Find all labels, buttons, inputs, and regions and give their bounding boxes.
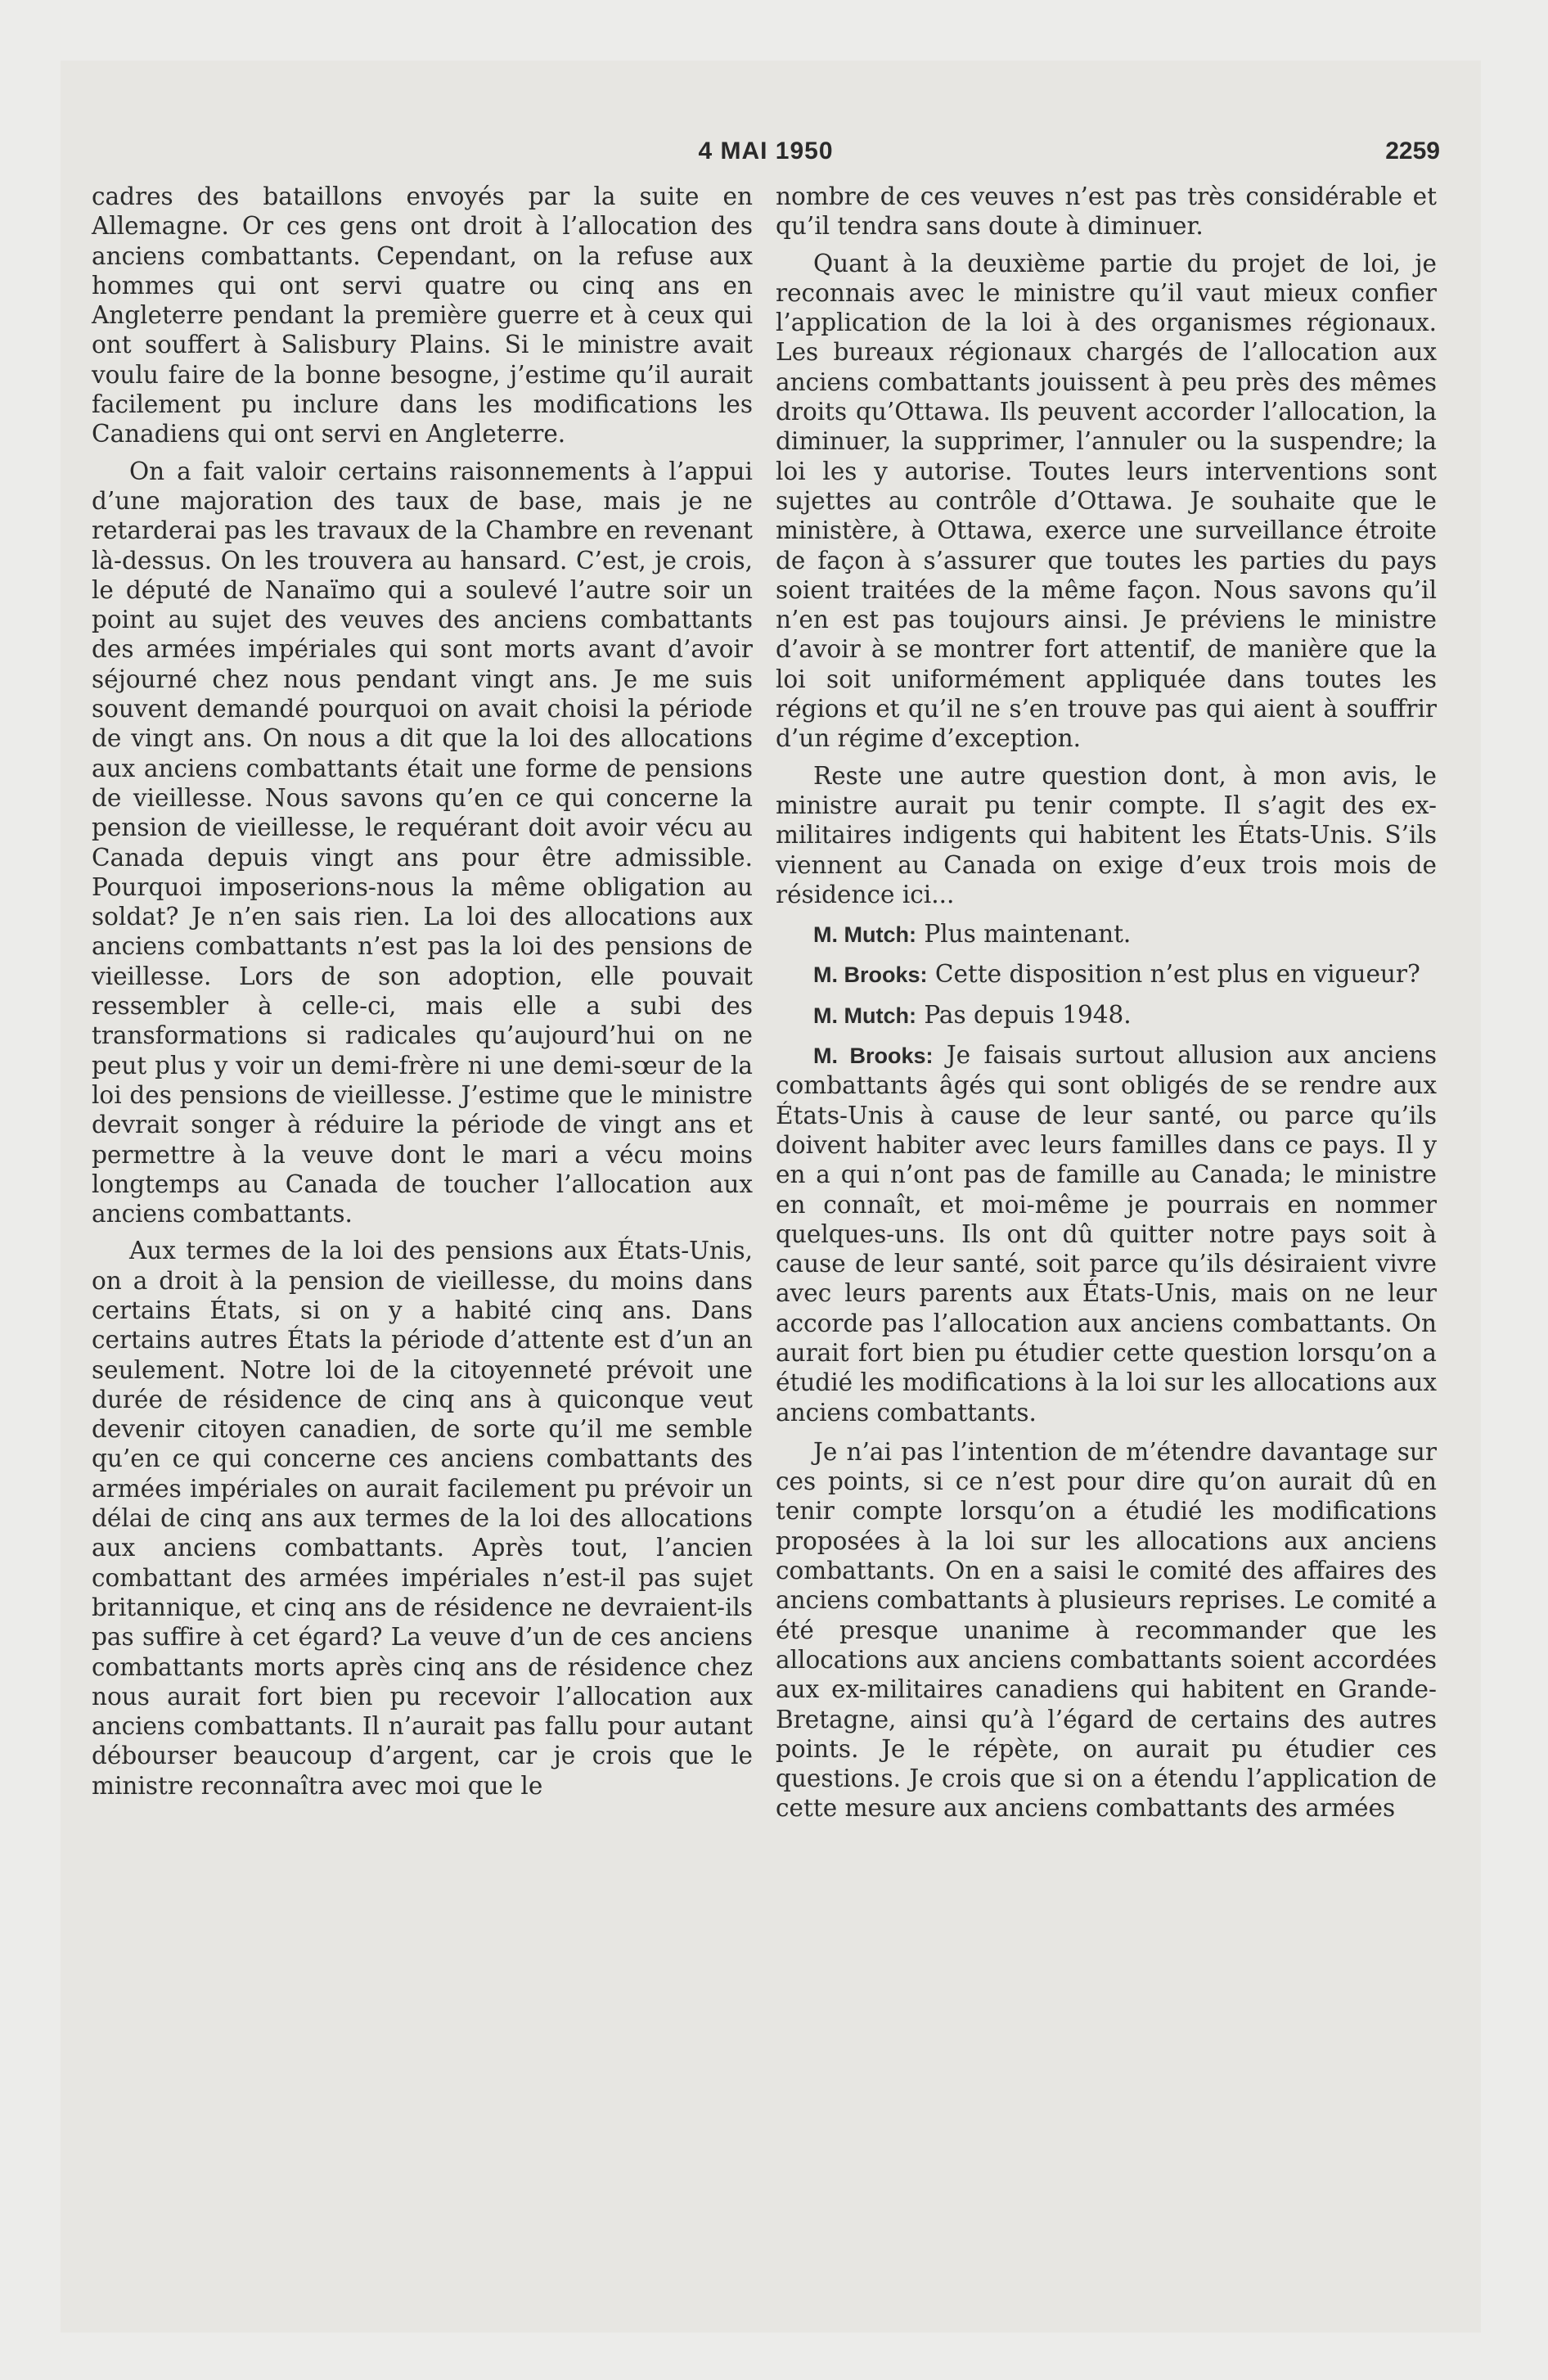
speech-text: Plus maintenant. [924, 920, 1132, 949]
paragraph: nombre de ces veuves n’est pas très considérable et qu’il tendra sans doute à diminuer. [776, 183, 1437, 241]
page-date: 4 MAI 1950 [698, 137, 834, 165]
left-column [92, 182, 753, 1808]
speech-entry [776, 1000, 1437, 1030]
page-number: 2259 [1385, 137, 1440, 165]
speaker-name: M. Mutch: [813, 922, 916, 948]
paragraph: Quant à la deuxième partie du projet de loi, je reconnais avec le ministre qu’il vaut mieux confier l’application de la loi à des organismes régionaux. Les bureaux régionaux chargés de l’allocation aux anciens combattants jouissent à peu près des mêmes droits qu’Ottawa. Ils peuvent accorder l’allocation, la diminuer, la supprimer, l’annuler ou la suspendre; la loi les y autorise. Toutes leurs interventions sont sujettes au contrôle d’Ottawa. Je souhaite que le ministère, à Ottawa, exerce une surveillance étroite de façon à s’assurer que toutes les parties du pays soient traitées de la même façon. Nous savons qu’il n’en est pas toujours ainsi. Je préviens le ministre d’avoir à se montrer fort attentif, de manière que la loi soit uniformément appliquée dans toutes les régions et qu’il ne s’en trouve pas qui aient à souffrir d’un régime d’exception. [776, 249, 1437, 753]
page-header [92, 137, 1440, 174]
speech-text: Je faisais surtout allusion aux anciens combattants âgés qui sont obligés de se rendre aux États-Unis à cause de leur santé, ou parce qu’ils doivent habiter avec leurs familles dans ce pays. Il y en a qui n’ont pas de famille au Canada; le ministre en connaît, et moi-même je pourrais en nommer quelques-uns. Ils ont dû quitter notre pays soit à cause de leur santé, soit parce qu’ils désiraient vivre avec leurs parents aux États-Unis, mais on ne leur accorde pas l’allocation aux anciens combattants. On aurait fort bien pu étudier cette question lorsqu’on a étudié les modifications à la loi sur les allocations aux anciens combattants. [776, 1041, 1437, 1427]
speaker-name: M. Brooks: [813, 1044, 934, 1069]
speech-entry [776, 919, 1437, 949]
speech-text: Cette disposition n’est plus en vigueur? [934, 960, 1420, 989]
speech-entry [776, 1040, 1437, 1427]
paragraph: Je n’ai pas l’intention de m’étendre davantage sur ces points, si ce n’est pour dire qu’on aurait dû en tenir compte lorsqu’on a étudié les modifications proposées à la loi sur les allocations aux anciens combattants. On en a saisi le comité des affaires des anciens combattants à plusieurs reprises. Le comité a été presque unanime à recommander que les allocations aux anciens combattants soient accordées aux ex-militaires canadiens qui habitent en Grande-Bretagne, ainsi qu’à l’égard de certains des autres points. Je le répète, on aurait pu étudier ces questions. Je crois que si on a étendu l’application de cette mesure aux anciens combattants des armées [776, 1437, 1437, 1823]
paragraph: Aux termes de la loi des pensions aux États-Unis, on a droit à la pension de vieillesse, du moins dans certains États, si on y a habité cinq ans. Dans certains autres États la période d’attente est d’un an seulement. Notre loi de la citoyenneté prévoit une durée de résidence de cinq ans à quiconque veut devenir citoyen canadien, de sorte qu’il me semble qu’en ce qui concerne ces anciens combattants des armées impériales on aurait facilement pu prévoir un délai de cinq ans aux termes de la loi des allocations aux anciens combattants. Après tout, l’ancien combattant des armées impériales n’est-il pas sujet britannique, et cinq ans de résidence ne devraient-ils pas suffire à cet égard? La veuve d’un de ces anciens combattants morts après cinq ans de résidence chez nous aurait fort bien pu recevoir l’allocation aux anciens combattants. Il n’aurait pas fallu pour autant débourser beaucoup d’argent, car je crois que le ministre reconnaîtra avec moi que le [92, 1237, 753, 1800]
speaker-name: M. Brooks: [813, 962, 928, 988]
paragraph: On a fait valoir certains raisonnements à l’appui d’une majoration des taux de base, mais je ne retarderai pas les travaux de la Chambre en revenant là-dessus. On les trouvera au hansard. C’est, je crois, le député de Nanaïmo qui a soulevé l’autre soir un point au sujet des veuves des anciens combattants des armées impériales qui sont morts avant d’avoir séjourné chez nous pendant vingt ans. Je me suis souvent demandé pourquoi on avait choisi la période de vingt ans. On nous a dit que la loi des allocations aux anciens combattants était une forme de pensions de vieillesse. Nous savons qu’en ce qui concerne la pension de vieillesse, le requérant doit avoir vécu au Canada depuis vingt ans pour être admissible. Pourquoi imposerions-nous la même obligation au soldat? Je n’en sais rien. La loi des allocations aux anciens combattants n’est pas la loi des pensions de vieillesse. Lors de son adoption, elle pouvait ressembler à celle-ci, mais elle a subi des transformations si radicales qu’aujourd’hui on ne peut plus y voir un demi-frère ni une demi-sœur de la loi des pensions de vieillesse. J’estime que le ministre devrait songer à réduire la période de vingt ans et permettre à la veuve dont le mari a vécu moins longtemps au Canada de toucher l’allocation aux anciens combattants. [92, 457, 753, 1228]
paragraph: Reste une autre question dont, à mon avis, le ministre aurait pu tenir compte. Il s’agit des ex-militaires indigents qui habitent les États-Unis. S’ils viennent au Canada on exige d’eux trois mois de résidence ici... [776, 761, 1437, 908]
speech-text: Pas depuis 1948. [924, 1000, 1132, 1029]
paragraph: cadres des bataillons envoyés par la suite en Allemagne. Or ces gens ont droit à l’allocation des anciens combattants. Cependant, on la refuse aux hommes qui ont servi quatre ou cinq ans en Angleterre pendant la première guerre et à ceux qui ont souffert à Salisbury Plains. Si le ministre avait voulu faire de la bonne besogne, j’estime qu’il aurait facilement pu inclure dans les modifications les Canadiens qui ont servi en Angleterre. [92, 183, 753, 449]
speech-entry [776, 959, 1437, 989]
right-column [776, 182, 1437, 1831]
speaker-name: M. Mutch: [813, 1003, 916, 1028]
